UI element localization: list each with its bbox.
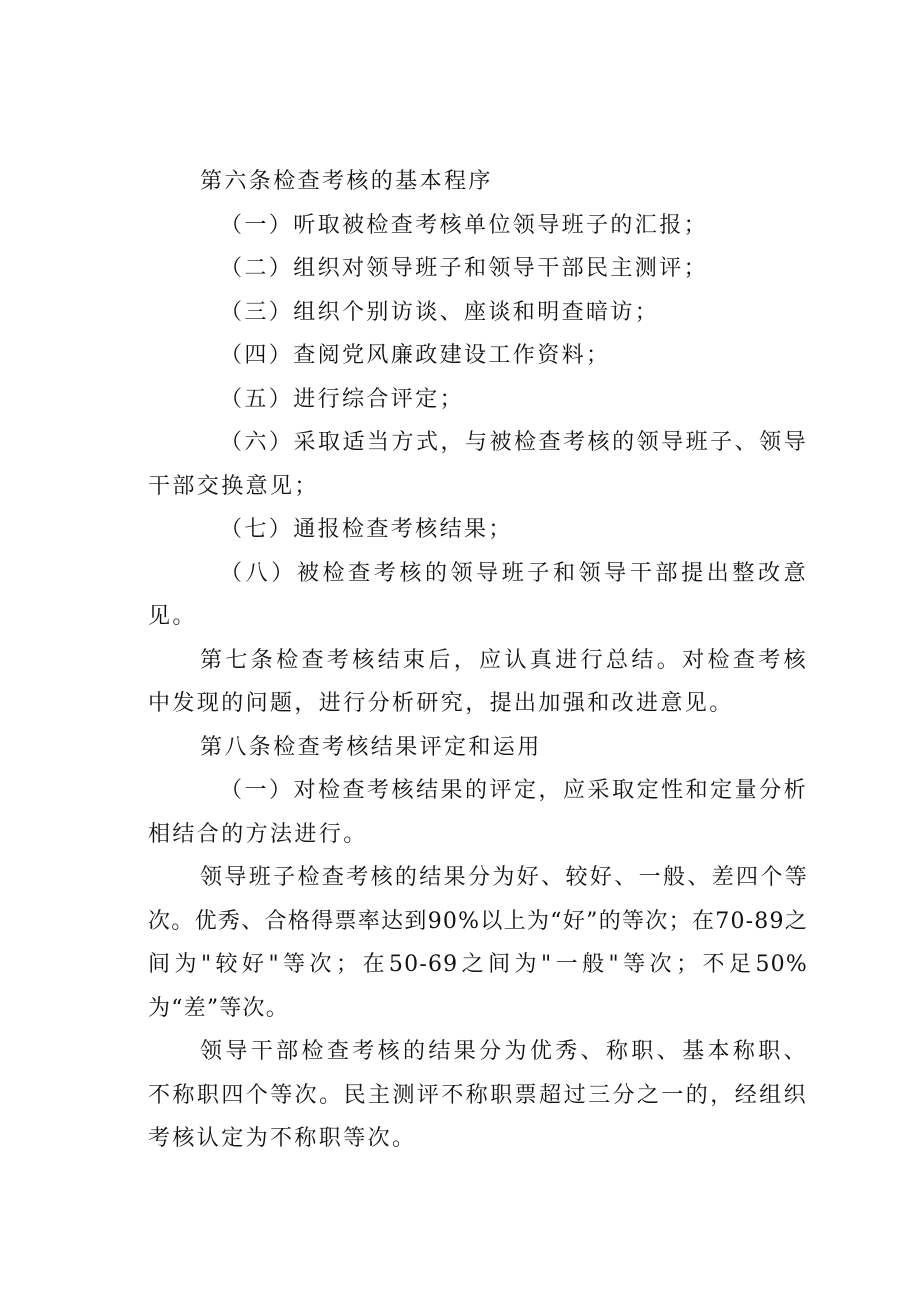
procedure-item-3: （三）组织个别访谈、座谈和明查暗访； xyxy=(220,299,660,325)
procedure-item-6: （六）采取适当方式，与被检查考核的领导班子、领导干部交换意见； xyxy=(148,430,808,499)
procedure-item-1: （一）听取被检查考核单位领导班子的汇报； xyxy=(220,212,709,238)
document-page xyxy=(148,160,808,1161)
procedure-item-7: （七）通报检查考核结果； xyxy=(220,517,513,542)
article-8-heading: 第八条检查考核结果评定和运用 xyxy=(200,734,542,760)
evaluation-item-1: （一）对检查考核结果的评定，应采取定性和定量分析相结合的方法进行。 xyxy=(148,778,808,847)
team-grading-paragraph: 领导班子检查考核的结果分为好、较好、一般、差四个等次。优秀、合格得票率达到90%以上为“好”的等次；在70-89之间为"较好"等次；在50-69之间为"一般"等次；不足50%为“差”等次。 xyxy=(148,865,808,1021)
article-7-paragraph: 第七条检查考核结束后，应认真进行总结。对检查考核中发现的问题，进行分析研究，提出加强和改进意见。 xyxy=(148,647,808,716)
procedure-item-5: （五）进行综合评定； xyxy=(220,386,465,412)
cadre-grading-paragraph: 领导干部检查考核的结果分为优秀、称职、基本称职、不称职四个等次。民主测评不称职票超过三分之一的，经组织考核认定为不称职等次。 xyxy=(148,1039,808,1151)
procedure-item-8: （八）被检查考核的领导班子和领导干部提出整改意见。 xyxy=(148,560,808,629)
procedure-item-4: （四）查阅党风廉政建设工作资料； xyxy=(220,343,611,368)
procedure-item-2: （二）组织对领导班子和领导干部民主测评； xyxy=(220,256,709,281)
article-6-heading: 第六条检查考核的基本程序 xyxy=(200,169,493,194)
